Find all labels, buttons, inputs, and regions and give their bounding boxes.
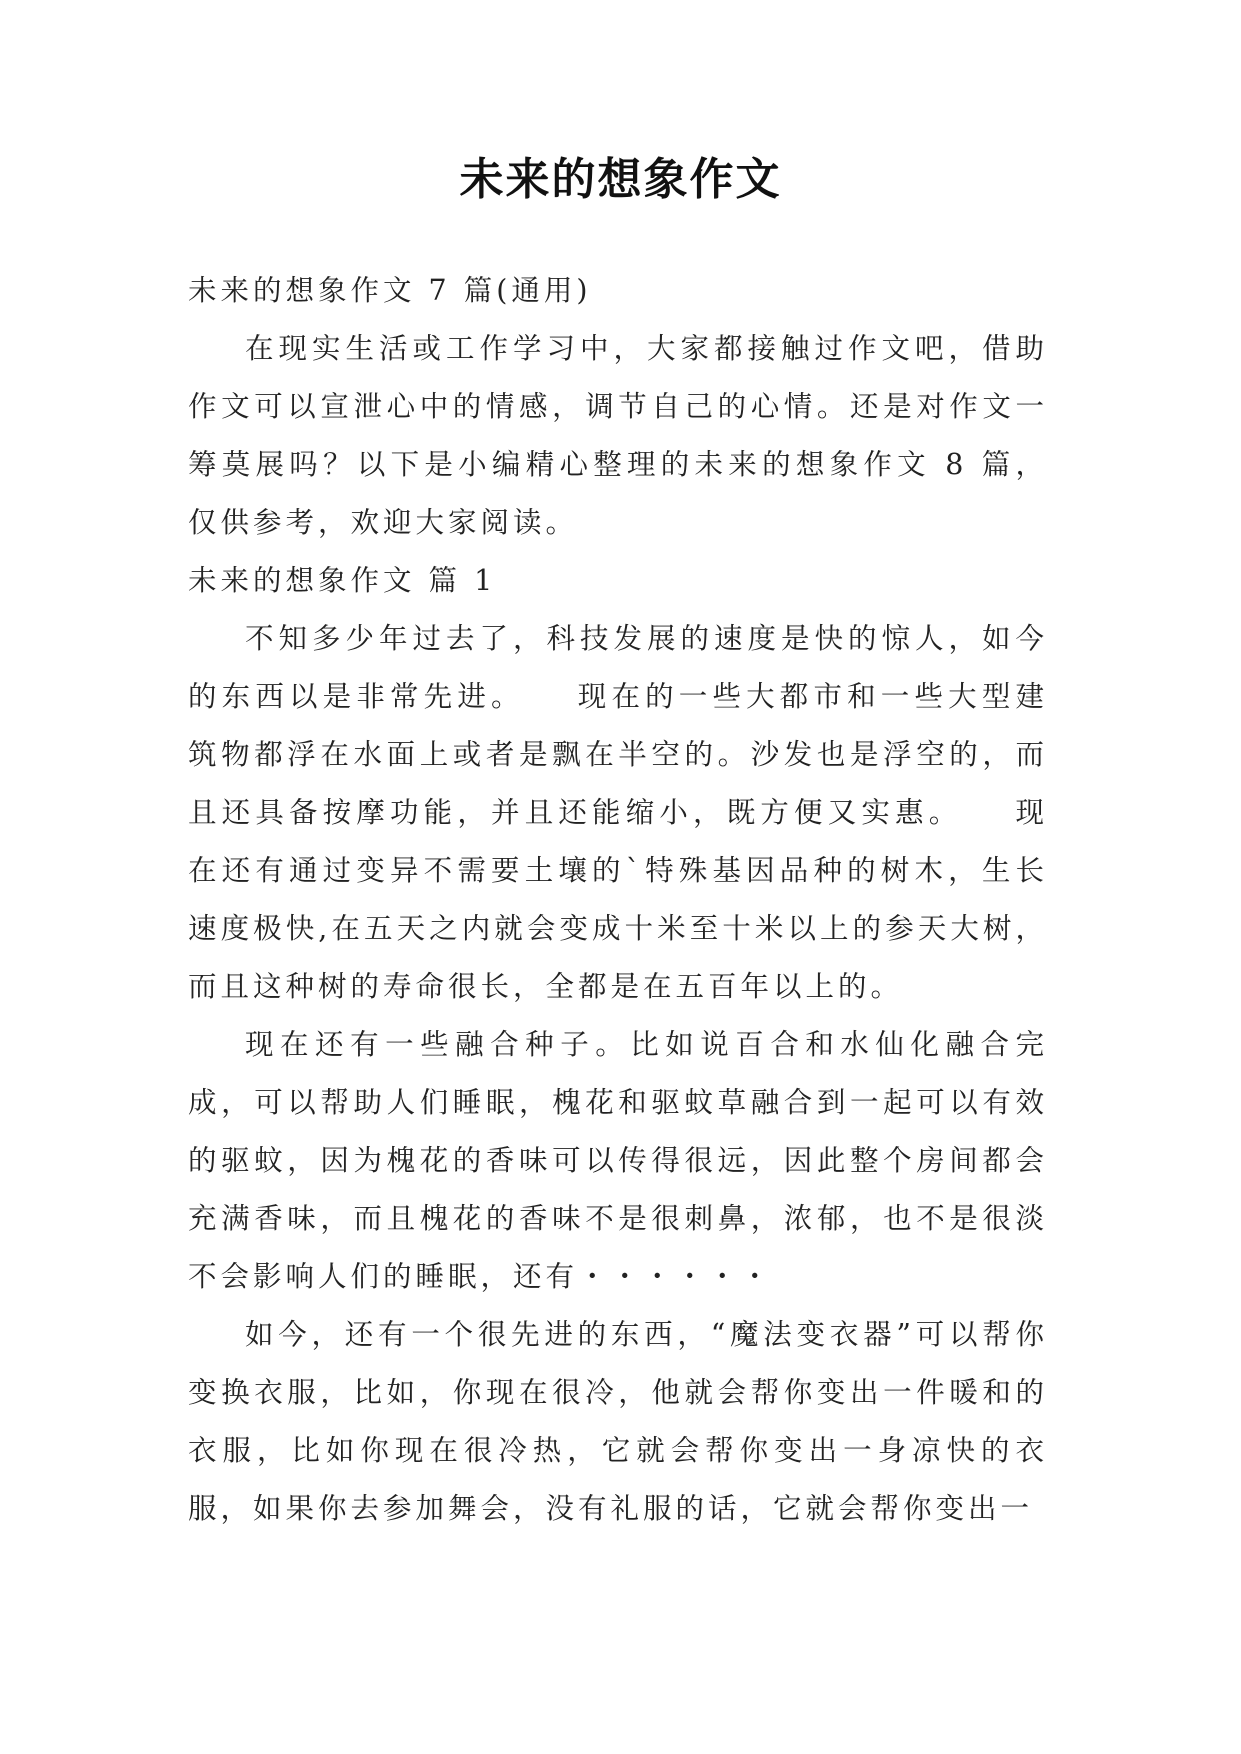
body-paragraph-3: 如今，还有一个很先进的东西，“魔法变衣器”可以帮你变换衣服，比如，你现在很冷，他就会帮你变出一件暖和的衣服，比如你现在很冷热，它就会帮你变出一身凉快的衣服，如果你去参加舞会，没有礼服的话，它就会帮你变出一: [188, 1318, 1048, 1525]
document-subtitle: 未来的想象作文 7 篇(通用): [188, 274, 592, 307]
document-title: 未来的想象作文: [459, 154, 782, 205]
body-paragraph-1: 不知多少年过去了，科技发展的速度是快的惊人，如今的东西以是非常先进。 现在的一些大都市和一些大型建筑物都浮在水面上或者是飘在半空的。沙发也是浮空的，而且还具备按摩功能，并且还能缩小，既方便又实惠。 现在还有通过变异不需要土壤的`特殊基因品种的树木，生长速度极快,在五天之内就会变成十米至十米以上的参天大树，而且这种树的寿命很长，全都是在五百年以上的。: [188, 622, 1048, 1003]
intro-paragraph: 在现实生活或工作学习中，大家都接触过作文吧，借助作文可以宣泄心中的情感，调节自己的心情。还是对作文一筹莫展吗？以下是小编精心整理的未来的想象作文 8 篇，仅供参考，欢迎大家阅读。: [188, 332, 1048, 539]
document-body: [188, 262, 1048, 1538]
body-paragraph-2: 现在还有一些融合种子。比如说百合和水仙化融合完成，可以帮助人们睡眠，槐花和驱蚊草融合到一起可以有效的驱蚊，因为槐花的香味可以传得很远，因此整个房间都会充满香味，而且槐花的香味不是很刺鼻，浓郁，也不是很淡不会影响人们的睡眠，还有・・・・・・: [188, 1028, 1048, 1293]
section-heading: 未来的想象作文 篇 1: [188, 564, 497, 597]
